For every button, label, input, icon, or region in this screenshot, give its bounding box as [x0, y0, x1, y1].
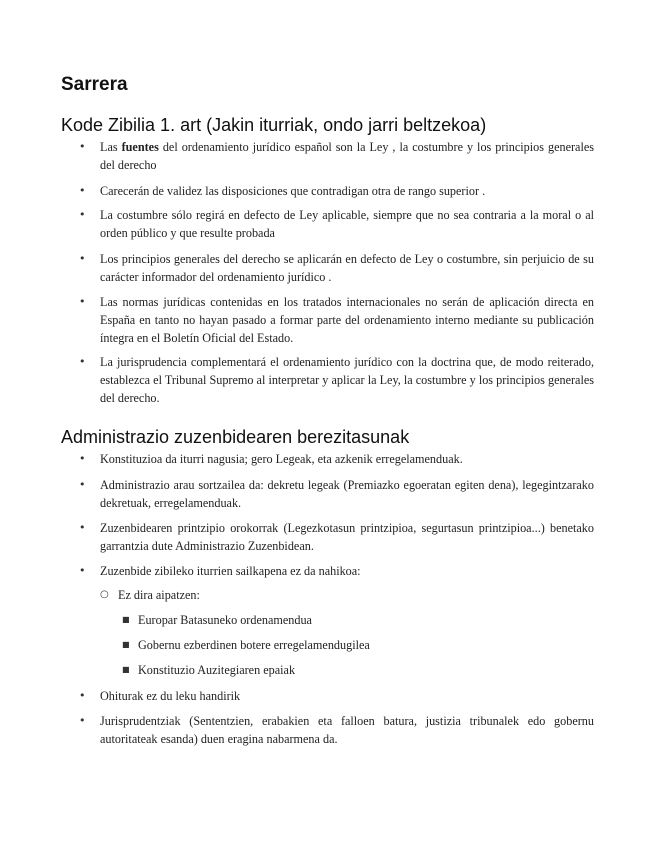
- bullet-icon: •: [79, 140, 86, 153]
- list-item-text: Jurisprudentziak (Sententzien, erabakien eta falloen batura, justizia tribunalek edo gobernu autoritateak esanda) duen eragina nabarmena da.: [100, 714, 594, 746]
- list-item-text: Ohiturak ez du leku handirik: [100, 689, 241, 703]
- list-item-text: La costumbre sólo regirá en defecto de Ley aplicable, siempre que no sea contraria a la moral o al orden público y que resulte probada: [100, 208, 594, 240]
- bullet-icon: •: [79, 295, 86, 308]
- circle-bullet-icon: ○: [100, 589, 109, 600]
- bold-term: fuentes: [121, 140, 159, 154]
- list-item-text: Zuzenbide zibileko iturrien sailkapena ez da nahikoa:: [100, 564, 361, 578]
- square-bullet-icon: ■: [122, 640, 130, 649]
- list-item-text: Ez dira aipatzen:: [118, 588, 200, 602]
- list-item-text: Carecerán de validez las disposiciones que contradigan otra de rango superior .: [100, 184, 486, 198]
- bullet-icon: •: [79, 452, 86, 465]
- list-item-text: Europar Batasuneko ordenamendua: [138, 613, 312, 627]
- bullet-icon: •: [79, 714, 86, 727]
- bullet-icon: •: [79, 564, 86, 577]
- list-item-text: Konstituzio Auzitegiaren epaiak: [138, 663, 296, 677]
- bullet-icon: •: [79, 355, 86, 368]
- bullet-icon: •: [79, 184, 86, 197]
- bullet-icon: •: [79, 521, 86, 534]
- page-title: Sarrera: [61, 74, 128, 95]
- list-item-text: Las normas jurídicas contenidas en los tratados internacionales no serán de aplicación directa en España en tanto no hayan pasado a formar parte del ordenamiento interno mediante su publicación íntegra en el Boletín Oficial del Estado.: [100, 295, 594, 345]
- square-bullet-icon: ■: [122, 665, 130, 674]
- bullet-icon: •: [79, 478, 86, 491]
- list-item-text: Zuzenbidearen printzipio orokorrak (Legezkotasun printzipioa, segurtasun printzipioa...) benetako garrantzia dute Administrazio Zuzenbidean.: [100, 521, 594, 553]
- list-item-text: Konstituzioa da iturri nagusia; gero Legeak, eta azkenik erregelamenduak.: [100, 452, 463, 466]
- square-bullet-icon: ■: [122, 615, 130, 624]
- list-item-text: Gobernu ezberdinen botere erregelamendugilea: [138, 638, 370, 652]
- list-item-text: La jurisprudencia complementará el ordenamiento jurídico con la doctrina que, de modo reiterado, establezca el Tribunal Supremo al interpretar y aplicar la Ley, la costumbre y los principios generales del derecho.: [100, 355, 594, 405]
- list-item-text: Las fuentes del ordenamiento jurídico español son la Ley , la costumbre y los principios generales del derecho: [100, 140, 594, 172]
- bullet-icon: •: [79, 689, 86, 702]
- section-heading-administrazio: Administrazio zuzenbidearen berezitasunak: [61, 427, 410, 447]
- list-item-text: Administrazio arau sortzailea da: dekretu legeak (Premiazko egoeratan egiten dena), legegintzarako dekretuak, erregelamenduak.: [100, 478, 594, 510]
- bullet-icon: •: [79, 252, 86, 265]
- list-item-text: Los principios generales del derecho se aplicarán en defecto de Ley o costumbre, sin perjuicio de su carácter informador del ordenamiento jurídico .: [100, 252, 594, 284]
- bullet-icon: •: [79, 208, 86, 221]
- section-heading-kode-zibila: Kode Zibilia 1. art (Jakin iturriak, ondo jarri beltzekoa): [61, 115, 487, 135]
